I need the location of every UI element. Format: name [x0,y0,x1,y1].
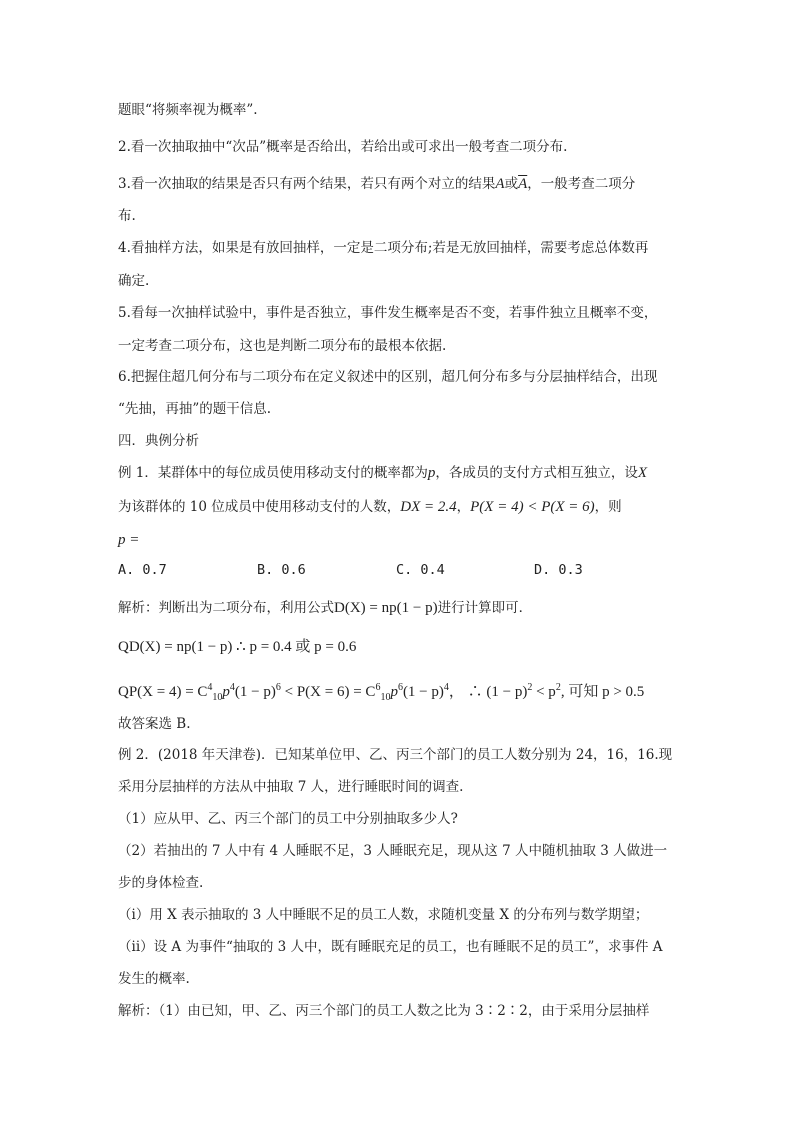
text-line [118,271,149,291]
text-line [118,969,190,989]
eq-sup: 2 [555,682,561,693]
text-span: ，则 [594,499,622,515]
eq-sup: 6 [375,682,381,693]
math-dx: DX = 2.4 [400,499,457,515]
text-span: （i）用 X 表示抽取的 3 人中睡眠不足的员工人数，求随机变量 X 的分布列与数学期望； [118,907,649,923]
eq-part: p [222,684,230,700]
math-X: X [637,465,648,481]
text-span: 四．典例分析 [118,433,199,449]
eq-part: p [390,684,398,700]
text-line [118,841,667,861]
text-line [118,497,622,517]
text-span: （2）若抽出的 7 人中有 4 人睡眠不足，3 人睡眠充足，现从这 7 人中随机抽取 3 人做进一 [118,843,668,859]
math-A-bar: $\overline{A}$ [518,176,528,192]
text-line [118,174,635,194]
text-line [118,809,458,829]
option-b: B. 0.6 [257,562,306,578]
text-span: 为该群体的 10 位成员中使用移动支付的人数， [118,499,401,515]
text-line [118,238,648,258]
text-span: 3.看一次抽取的结果是否只有两个结果，若只有两个对立的结果 [118,176,496,192]
text-line [118,937,662,957]
text-line [118,463,647,483]
section-heading [118,431,199,451]
text-span: ，一般考查二项分 [527,176,636,192]
text-span: p = [118,532,140,548]
text-line [118,367,657,387]
eq-part: < P(X = 6) = C [280,684,376,700]
eq-part: (1 − p) [234,684,276,700]
text-line [118,100,258,120]
text-span: ， [456,499,471,515]
text-span: 进行计算即可． [437,600,533,616]
text-span: 解析：（1）由已知，甲、乙、丙三个部门的员工人数之比为 3∶2∶2，由于采用分层抽样 [118,1003,650,1019]
eq-part: ， ∴ (1 − p) [448,684,528,700]
text-span: 一定考查二项分布，这也是判断二项分布的最根本依据. [118,338,447,354]
text-line [118,530,139,550]
eq-sup: 4 [229,682,235,693]
eq-part: QP(X = 4) = C [118,684,208,700]
text-span: 6.把握住超几何分布与二项分布在定义叙述中的区别，超几何分布多与分层抽样结合，出现 [118,369,658,385]
text-span: 例 2．(2018 年天津卷)．已知某单位甲、乙、丙三个部门的员工人数分别为 24，16，16.现 [118,747,673,763]
text-span: 步的身体检查. [118,875,204,891]
text-span: （ii）设 A 为事件“抽取的 3 人中，既有睡眠充足的员工，也有睡眠不足的员工”，求事件 A [118,939,663,955]
math-p: p [427,465,436,481]
text-span: 5.看每一次抽样试验中，事件是否独立，事件发生概率是否不变，若事件独立且概率不变， [118,305,658,321]
text-span: ，各成员的支付方式相互独立，设 [435,465,638,481]
text-line [118,399,271,419]
text-line [118,336,446,356]
eq-sup: 4 [443,682,449,693]
text-line [118,905,648,925]
text-span: 或 [504,176,519,192]
option-a: A. 0.7 [118,562,167,578]
equation-text: QD(X) = np(1 − p) ∴ p = 0.4 或 p = 0.6 [118,639,357,655]
text-span: 例 1．某群体中的每位成员使用移动支付的概率都为 [118,465,428,481]
equation-line [118,637,356,657]
text-line [118,873,203,893]
text-line [118,714,191,734]
option-c: C. 0.4 [396,562,445,578]
eq-sup: 6 [397,682,403,693]
text-line [118,137,567,157]
math-A: A [495,176,505,192]
equation-line [118,678,644,708]
text-line [118,745,672,765]
eq-sup: 4 [207,682,213,693]
text-span: 布. [118,208,136,224]
text-line [118,303,657,323]
math-variance-formula: D(X) = np(1 − p) [334,600,438,616]
text-span: 故答案选 B. [118,716,191,732]
text-span: 题眼“将频率视为概率”. [118,102,258,118]
text-span: 发生的概率. [118,971,190,987]
eq-sup: 2 [527,682,533,693]
eq-part: < p [532,684,556,700]
text-span: “先抽，再抽”的题干信息. [118,401,272,417]
eq-sub: 10 [212,692,223,703]
math-probability-compare: P(X = 4) < P(X = 6) [470,499,595,515]
option-d: D. 0.3 [534,562,583,578]
text-line [118,777,463,797]
text-span: 确定. [118,273,150,289]
text-line [118,206,136,226]
text-span: 解析：判断出为二项分布，利用公式 [118,600,334,616]
text-span: 采用分层抽样的方法从中抽取 7 人，进行睡眠时间的调查. [118,779,464,795]
text-span: （1）应从甲、乙、丙三个部门的员工中分别抽取多少人? [118,811,458,827]
text-line [118,1001,649,1021]
eq-part: , 可知 p > 0.5 [560,684,645,700]
eq-sub: 10 [380,692,391,703]
text-span: 2.看一次抽取抽中“次品”概率是否给出，若给出或可求出一般考查二项分布. [118,139,568,155]
eq-sup: 6 [275,682,281,693]
text-span: 4.看抽样方法，如果是有放回抽样，一定是二项分布;若是无放回抽样，需要考虑总体数再 [118,240,649,256]
text-line [118,598,532,618]
eq-part: (1 − p) [402,684,444,700]
